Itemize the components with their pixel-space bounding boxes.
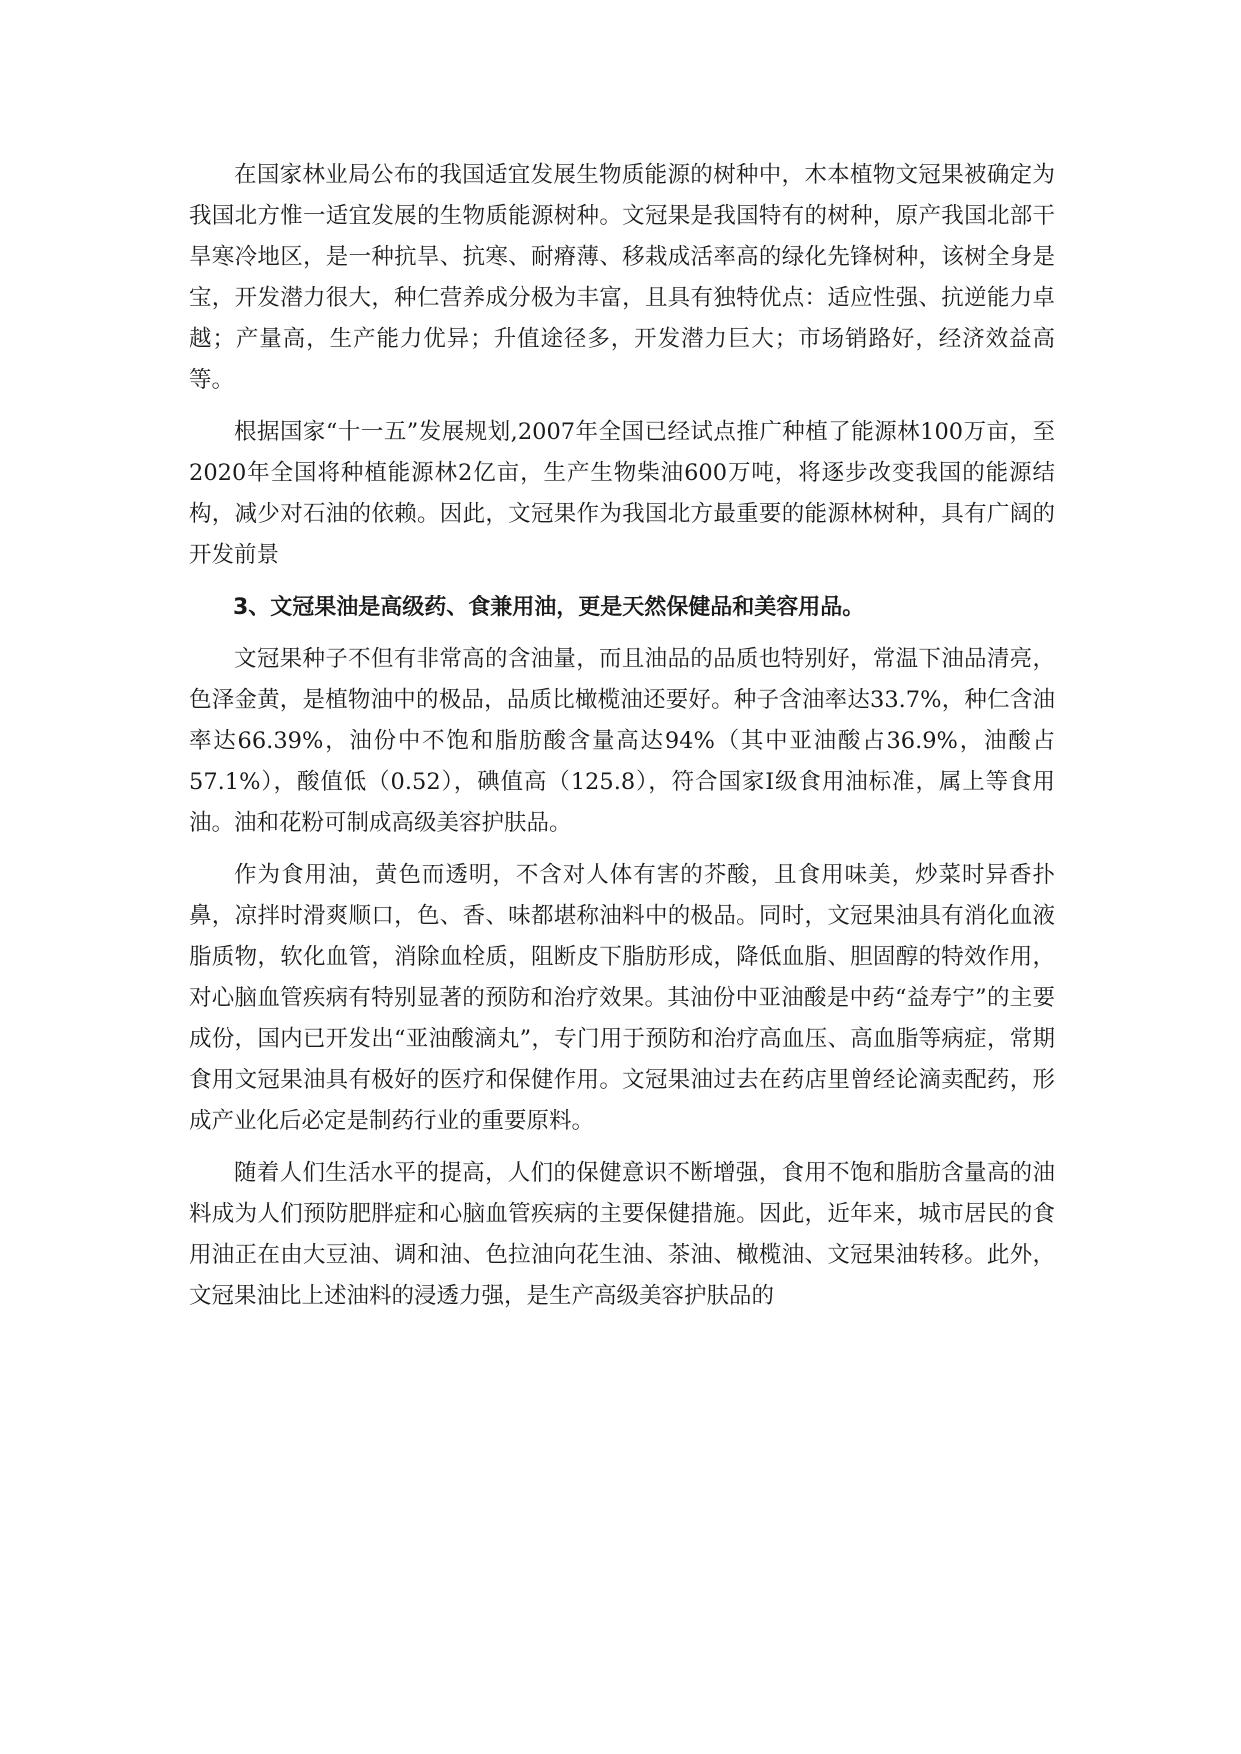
paragraph-xanthoceras-intro: 在国家林业局公布的我国适宜发展生物质能源的树种中，木本植物文冠果被确定为我国北方惟一适宜发展的生物质能源树种。文冠果是我国特有的树种，原产我国北部干旱寒冷地区，是一种抗旱、抗寒、耐瘠薄、移栽成活率高的绿化先锋树种，该树全身是宝，开发潜力很大，种仁营养成分极为丰富，且具有独特优点：适应性强、抗逆能力卓越；产量高，生产能力优异；升值途径多，开发潜力巨大；市场销路好，经济效益高等。 [189, 162, 1055, 393]
paragraph-edible-medicinal-use: 作为食用油，黄色而透明，不含对人体有害的芥酸，且食用味美，炒菜时异香扑鼻，凉拌时滑爽顺口，色、香、味都堪称油料中的极品。同时，文冠果油具有消化血液脂质物，软化血管，消除血栓质，阻断皮下脂肪形成，降低血脂、胆固醇的特效作用，对心脑血管疾病有特别显著的预防和治疗效果。其油份中亚油酸是中药“益寿宁”的主要成份，国内已开发出“亚油酸滴丸”，专门用于预防和治疗高血压、高血脂等病症，常期食用文冠果油具有极好的医疗和保健作用。文冠果油过去在药店里曾经论滴卖配药，形成产业化后必定是制药行业的重要原料。 [189, 862, 1055, 1134]
section-heading-3: 3、文冠果油是高级药、食兼用油，更是天然保健品和美容用品。 [233, 595, 865, 620]
paragraph-energy-forest-plan: 根据国家“十一五”发展规划,2007年全国已经试点推广种植了能源林100万亩，至2020年全国将种植能源林2亿亩，生产生物柴油600万吨，将逐步改变我国的能源结构，减少对石油的依赖。因此，文冠果作为我国北方最重要的能源林树种，具有广阔的开发前景 [189, 419, 1055, 568]
paragraph-oil-quality: 文冠果种子不但有非常高的含油量，而且油品的品质也特别好，常温下油品清亮，色泽金黄，是植物油中的极品，品质比橄榄油还要好。种子含油率达33.7%，种仁含油率达66.39%，油份中不饱和脂肪酸含量高达94%（其中亚油酸占36.9%，油酸占57.1%），酸值低（0.52），碘值高（125.8），符合国家Ⅰ级食用油标准，属上等食用油。油和花粉可制成高级美容护肤品。 [189, 646, 1055, 836]
paragraph-health-trend: 随着人们生活水平的提高，人们的保健意识不断增强，食用不饱和脂肪含量高的油料成为人们预防肥胖症和心脑血管疾病的主要保健措施。因此，近年来，城市居民的食用油正在由大豆油、调和油、色拉油向花生油、茶油、橄榄油、文冠果油转移。此外，文冠果油比上述油料的浸透力强，是生产高级美容护肤品的 [189, 1160, 1055, 1309]
document-body [189, 155, 1055, 1328]
